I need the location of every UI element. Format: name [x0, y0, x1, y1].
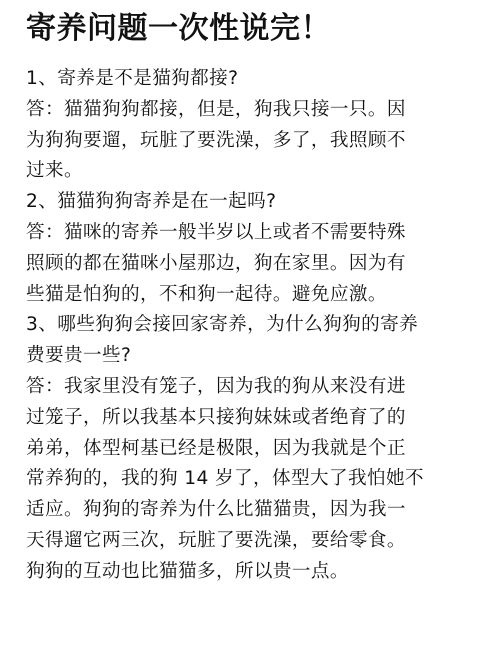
text-line: 天得遛它两三次，玩脏了要洗澡，要给零食。 [26, 529, 406, 551]
text-line: 照顾的都在猫咪小屋那边，狗在家里。因为有 [26, 252, 406, 274]
text-line: 答：我家里没有笼子，因为我的狗从来没有进 [26, 375, 406, 397]
text-line: 3、哪些狗狗会接回家寄养，为什么狗狗的寄养 [26, 314, 419, 336]
text-line: 适应。狗狗的寄养为什么比猫猫贵，因为我一 [26, 499, 406, 521]
text-line: 答：猫猫狗狗都接，但是，狗我只接一只。因 [26, 98, 406, 120]
text-line: 2、猫猫狗狗寄养是在一起吗? [26, 191, 277, 213]
text-line: 过笼子，所以我基本只接狗妹妹或者绝育了的 [26, 406, 406, 428]
text-line: 过来。 [26, 160, 83, 182]
text-line: 1、寄养是不是猫狗都接? [26, 68, 239, 89]
text-line: 费要贵一些? [26, 345, 132, 367]
text-line: 答：猫咪的寄养一般半岁以上或者不需要特殊 [26, 221, 406, 243]
text-line: 狗狗的互动也比猫猫多，所以贵一点。 [26, 560, 349, 582]
text-line: 为狗狗要遛，玩脏了要洗澡，多了，我照顾不 [26, 129, 406, 151]
document-body [26, 64, 480, 588]
text-line: 常养狗的，我的狗 14 岁了，体型大了我怕她不 [26, 468, 424, 490]
text-line: 弟弟，体型柯基已经是极限，因为我就是个正 [26, 437, 406, 459]
document-title: 寄养问题一次性说完！ [26, 11, 331, 46]
text-line: 些猫是怕狗的，不和狗一起待。避免应激。 [26, 283, 387, 305]
